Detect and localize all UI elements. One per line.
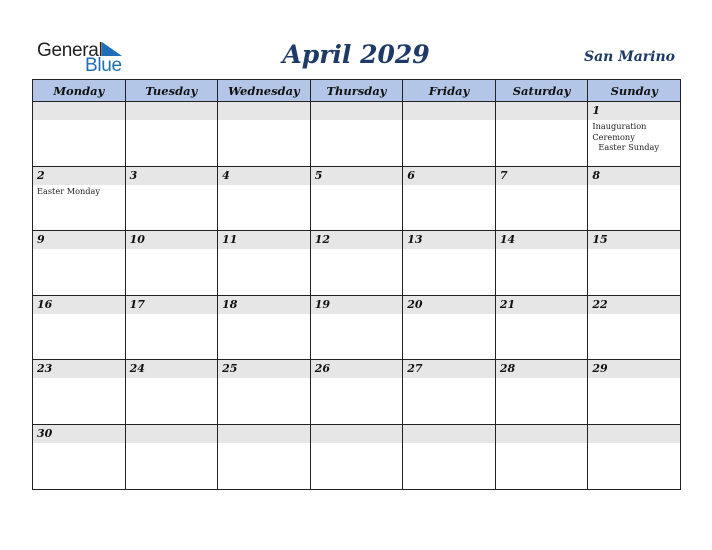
day-number: 2 — [33, 167, 125, 185]
day-number: 11 — [218, 231, 310, 249]
day-number: 26 — [311, 360, 403, 378]
day-number — [311, 425, 403, 443]
day-number: 9 — [33, 231, 125, 249]
day-cell — [125, 295, 218, 360]
day-cell — [495, 295, 588, 360]
holiday-name: Inauguration Ceremony — [592, 121, 647, 142]
day-cell — [125, 102, 218, 167]
holiday-list — [588, 120, 680, 153]
day-cell — [125, 360, 218, 425]
day-number: 22 — [588, 296, 680, 314]
day-number: 24 — [126, 360, 218, 378]
day-number — [126, 425, 218, 443]
holiday-name: Easter Sunday — [598, 142, 659, 152]
day-number: 8 — [588, 167, 680, 185]
day-cell — [33, 102, 126, 167]
day-cell — [125, 424, 218, 489]
day-cell — [588, 360, 681, 425]
weekday-header: Sunday — [588, 80, 681, 102]
day-number: 25 — [218, 360, 310, 378]
day-number — [496, 102, 588, 120]
weekday-header: Friday — [403, 80, 496, 102]
day-number — [588, 425, 680, 443]
day-cell — [218, 166, 311, 231]
day-number: 27 — [403, 360, 495, 378]
day-number: 4 — [218, 167, 310, 185]
day-number: 16 — [33, 296, 125, 314]
holiday-name: Easter Monday — [37, 185, 101, 196]
holiday-list — [33, 185, 125, 197]
day-cell — [588, 166, 681, 231]
day-cell — [403, 360, 496, 425]
day-cell — [218, 360, 311, 425]
day-cell — [403, 166, 496, 231]
calendar-body — [33, 102, 681, 490]
day-cell — [33, 295, 126, 360]
day-number: 7 — [496, 167, 588, 185]
weekday-header: Wednesday — [218, 80, 311, 102]
day-number: 23 — [33, 360, 125, 378]
day-cell — [218, 295, 311, 360]
week-row — [33, 295, 681, 360]
day-number: 10 — [126, 231, 218, 249]
day-cell — [33, 166, 126, 231]
logo-word-blue: Blue — [85, 55, 122, 76]
day-number: 19 — [311, 296, 403, 314]
logo-word-general: General — [37, 40, 103, 61]
weekday-header: Tuesday — [125, 80, 218, 102]
day-number — [496, 425, 588, 443]
day-number: 12 — [311, 231, 403, 249]
day-number — [311, 102, 403, 120]
day-number: 30 — [33, 425, 125, 443]
day-cell — [218, 424, 311, 489]
day-cell — [125, 166, 218, 231]
day-cell — [310, 295, 403, 360]
day-cell — [218, 231, 311, 296]
country-name: San Marino — [583, 49, 675, 65]
week-row — [33, 102, 681, 167]
day-number: 29 — [588, 360, 680, 378]
day-cell — [218, 102, 311, 167]
day-number: 6 — [403, 167, 495, 185]
day-cell — [495, 231, 588, 296]
day-number: 20 — [403, 296, 495, 314]
weekday-header-row — [33, 80, 681, 102]
week-row — [33, 360, 681, 425]
day-number: 1 — [588, 102, 680, 120]
day-cell — [495, 360, 588, 425]
day-cell — [403, 102, 496, 167]
day-cell — [310, 166, 403, 231]
day-number: 18 — [218, 296, 310, 314]
day-number — [126, 102, 218, 120]
day-cell — [310, 102, 403, 167]
day-cell — [310, 360, 403, 425]
day-cell — [125, 231, 218, 296]
day-number — [218, 425, 310, 443]
week-row — [33, 166, 681, 231]
day-number: 14 — [496, 231, 588, 249]
day-cell — [403, 231, 496, 296]
day-cell — [33, 424, 126, 489]
day-cell — [588, 231, 681, 296]
day-number: 21 — [496, 296, 588, 314]
day-number — [403, 425, 495, 443]
day-number: 28 — [496, 360, 588, 378]
day-cell — [310, 424, 403, 489]
day-cell — [588, 295, 681, 360]
calendar-title: April 2029 — [282, 40, 430, 69]
day-number: 13 — [403, 231, 495, 249]
day-cell — [588, 424, 681, 489]
day-number — [33, 102, 125, 120]
week-row — [33, 424, 681, 489]
day-number: 3 — [126, 167, 218, 185]
weekday-header: Saturday — [495, 80, 588, 102]
day-cell — [495, 424, 588, 489]
day-cell — [403, 295, 496, 360]
day-number: 5 — [311, 167, 403, 185]
weekday-header: Thursday — [310, 80, 403, 102]
day-cell — [588, 102, 681, 167]
calendar-grid — [32, 79, 681, 490]
day-cell — [33, 231, 126, 296]
day-number: 17 — [126, 296, 218, 314]
day-number — [403, 102, 495, 120]
day-cell — [495, 166, 588, 231]
day-number — [218, 102, 310, 120]
week-row — [33, 231, 681, 296]
day-cell — [33, 360, 126, 425]
day-cell — [403, 424, 496, 489]
weekday-header: Monday — [33, 80, 126, 102]
day-cell — [310, 231, 403, 296]
day-number: 15 — [588, 231, 680, 249]
day-cell — [495, 102, 588, 167]
